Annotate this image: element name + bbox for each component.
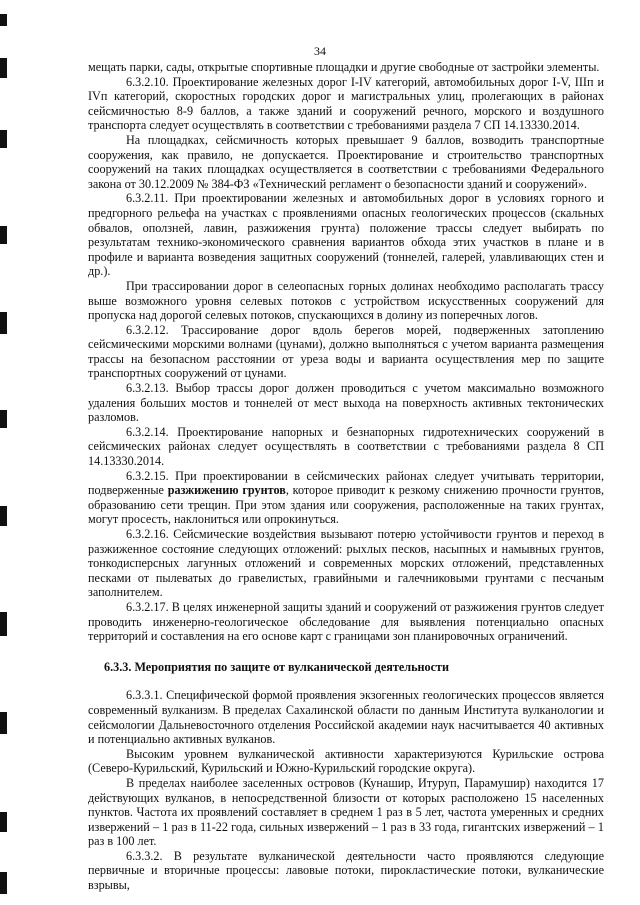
- binder-mark: [0, 612, 7, 636]
- paragraph: В пределах наиболее заселенных островов (Кунашир, Итуруп, Парамушир) находится 17 действующих вулканов, в непосредственной близости от которых расположено 15 населенных пунктов. Частота их проявлений составляет в среднем 1 раз в 5 лет, частота умеренных и средних извержений – 1 раз в 11-22 года, сильных извержений – 1 раз в 33 года, гигантских извержений – 1 раз в 100 лет.: [88, 775, 604, 849]
- paragraph-6-3-2-15: [88, 469, 604, 527]
- page-number: 34: [314, 44, 326, 58]
- paragraph-6-3-2-17: 6.3.2.17. В целях инженерной защиты зданий и сооружений от разжижения грунтов следует проводить инженерно-геологическое обследование для выявления потенциально опасных территорий и составления на его основе карт с границами зон планировочных ограничений.: [88, 599, 604, 644]
- paragraph: На площадках, сейсмичность которых превышает 9 баллов, возводить транспортные сооружения, как правило, не допускается. Проектирование и строительство транспортных сооружений на таких площадках осуществляется в соответствии с требованиями Федерального закона от 30.12.2009 № 384-ФЗ «Технический регламент о безопасности зданий и сооружений».: [88, 132, 604, 191]
- paragraph: Высоким уровнем вулканической активности характеризуются Курильские острова (Северо-Курильский, Курильский и Южно-Курильский городские округа).: [88, 746, 604, 776]
- binder-mark: [0, 712, 7, 734]
- paragraph-6-3-3-1: 6.3.3.1. Специфической формой проявления экзогенных геологических процессов является современный вулканизм. В пределах Сахалинской области по данным Института вулканологии и сейсмологии Дальневосточного отделения Российской академии наук насчитывается 40 активных и потенциально активных вулканов.: [88, 688, 604, 747]
- binder-mark: [0, 872, 7, 894]
- binder-mark: [0, 58, 7, 78]
- binder-mark: [0, 506, 7, 526]
- paragraph-6-3-2-10: 6.3.2.10. Проектирование железных дорог I-IV категорий, автомобильных дорог I-V, IIIп и IVп категорий, скоростных городских дорог и магистральных улиц, пролегающих в районах сейсмичностью 8-9 баллов, а также зданий и сооружений речного, морского и воздушного транспорта следует осуществлять в соответствии с требованиями раздела 7 СП 14.13330.2014.: [88, 74, 604, 133]
- binder-mark: [0, 226, 7, 244]
- paragraph-text: , которое приводит к резкому снижению прочности грунтов, образованию сети трещин. При этом здания или сооружения, расположенные на таких грунтах, могут просесть, наклониться или опрокинуться.: [88, 483, 605, 527]
- binder-mark: [0, 410, 7, 428]
- binder-mark: [0, 14, 7, 26]
- paragraph-6-3-2-16: 6.3.2.16. Сейсмические воздействия вызывают потерю устойчивости грунтов и переход в разжиженное состояние следующих отложений: рыхлых песков, насыпных и намывных грунтов, тонкодисперсных лагунных отложений и современных морских отложений, представленных песками от пылеватых до гравелистых, гравийными и галечниковыми грунтами с песчаным заполнителем.: [88, 527, 604, 600]
- binder-mark: [0, 312, 7, 334]
- binder-mark: [0, 812, 7, 832]
- emphasis-term: разжижению грунтов: [167, 483, 286, 498]
- paragraph: При трассировании дорог в селеопасных горных долинах необходимо располагать трассу выше возможного уровня селевых потоков с устройством искусственных сооружений для пропуска над дорогой селевых потоков, спускающихся в долину из поперечных логов.: [88, 278, 604, 323]
- section-heading: 6.3.3. Мероприятия по защите от вулканической деятельности: [104, 659, 450, 674]
- paragraph-6-3-2-11: 6.3.2.11. При проектировании железных и автомобильных дорог в условиях горного и предгорного рельефа на участках с проявлениями опасных геологических процессов (скальных обвалов, оползней, лавин, разжижения грунта) положение трассы следует выбирать по результатам технико-экономического сравнения вариантов обхода этих участков в плане и в профиле и варианта возведения защитных сооружений (тоннелей, галерей, улавливающих стен и др.).: [88, 191, 604, 279]
- paragraph-6-3-2-14: 6.3.2.14. Проектирование напорных и безнапорных гидротехнических сооружений в сейсмических районах следует осуществлять в соответствии с требованиями раздела 8 СП 14.13330.2014.: [88, 424, 604, 469]
- binder-mark: [0, 130, 7, 148]
- document-body: [88, 60, 604, 893]
- paragraph-text: 6.3.2.15. При проектировании в сейсмических районах следует учитывать территории, подверженные: [88, 468, 604, 498]
- paragraph-6-3-2-12: 6.3.2.12. Трассирование дорог вдоль берегов морей, подверженных затоплению сейсмическими морскими волнами (цунами), должно выполняться с учетом варианта размещения трассы на безопасном расстоянии от уреза воды и варианта осуществления мер по защите транспортных сооружений от цунами.: [88, 322, 604, 381]
- paragraph: мещать парки, сады, открытые спортивные площадки и другие свободные от застройки элементы.: [88, 60, 600, 74]
- paragraph-6-3-2-13: 6.3.2.13. Выбор трассы дорог должен проводиться с учетом максимально возможного удаления больших мостов и тоннелей от мест выхода на поверхность активных тектонических разломов.: [88, 381, 604, 425]
- paragraph-6-3-3-2: 6.3.3.2. В результате вулканической деятельности часто проявляются следующие первичные и вторичные процессы: лавовые потоки, пирокластические потоки, вулканические взрывы,: [88, 848, 604, 893]
